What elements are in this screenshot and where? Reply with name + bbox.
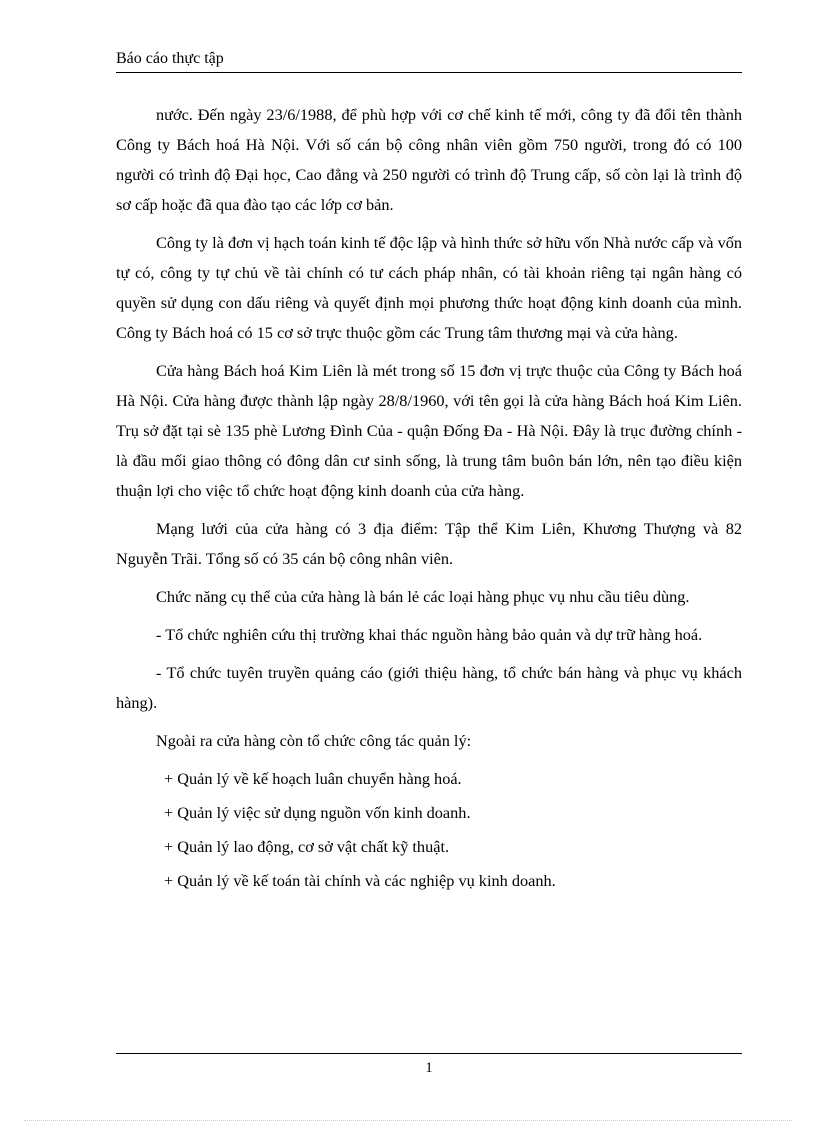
list-item: + Quản lý việc sử dụng nguồn vốn kinh doanh. — [164, 803, 471, 822]
list-item: + Quản lý về kế hoạch luân chuyển hàng hoá. — [164, 769, 462, 788]
list-item: + Quản lý về kế toán tài chính và các nghiệp vụ kinh doanh. — [164, 871, 556, 890]
page-number: 1 — [425, 1060, 433, 1076]
document-body — [116, 100, 742, 900]
header-title: Báo cáo thực tập — [116, 50, 224, 67]
paragraph-company-history: nước. Đến ngày 23/6/1988, để phù hợp với cơ chế kinh tế mới, công ty đã đổi tên thành Công ty Bách hoá Hà Nội. Với số cán bộ công nhân viên gồm 750 người, trong đó có 100 người có trình độ Đại học, Cao đẳng và 250 người có trình độ Trung cấp, số còn lại là trình độ sơ cấp hoặc đã qua đào tạo các lớp cơ bản. — [116, 105, 742, 214]
paragraph-store-network: Mạng lưới của cửa hàng có 3 địa điểm: Tập thể Kim Liên, Khương Thượng và 82 Nguyễn Trãi. Tổng số có 35 cán bộ công nhân viên. — [116, 519, 742, 568]
paragraph-company-status: Công ty là đơn vị hạch toán kinh tế độc lập và hình thức sở hữu vốn Nhà nước cấp và vốn tự có, công ty tự chủ về tài chính có tư cách pháp nhân, có tài khoản riêng tại ngân hàng có quyền sử dụng con dấu riêng và quyết định mọi phương thức hoạt động kinh doanh của mình. Công ty Bách hoá có 15 cơ sở trực thuộc gồm các Trung tâm thương mại và cửa hàng. — [116, 233, 742, 342]
page-edge-divider — [24, 1120, 792, 1121]
list-item: + Quản lý lao động, cơ sở vật chất kỹ thuật. — [164, 837, 450, 856]
paragraph-advertising: - Tổ chức tuyên truyền quảng cáo (giới thiệu hàng, tổ chức bán hàng và phục vụ khách hàng). — [116, 663, 742, 712]
paragraph-store-intro: Cửa hàng Bách hoá Kim Liên là mét trong số 15 đơn vị trực thuộc của Công ty Bách hoá Hà Nội. Cửa hàng được thành lập ngày 28/8/1960, với tên gọi là cửa hàng Bách hoá Kim Liên. Trụ sở đặt tại sè 135 phè Lương Đình Của - quận Đống Đa - Hà Nội. Đây là trục đường chính - là đầu mối giao thông có đông dân cư sinh sống, là trung tâm buôn bán lớn, nên tạo điều kiện thuận lợi cho việc tổ chức hoạt động kinh doanh của cửa hàng. — [116, 361, 742, 500]
page-header — [116, 48, 742, 73]
footer-divider — [116, 1053, 742, 1054]
paragraph-store-function: Chức năng cụ thể của cửa hàng là bán lẻ các loại hàng phục vụ nhu cầu tiêu dùng. — [156, 587, 690, 606]
paragraph-management-intro: Ngoài ra cửa hàng còn tổ chức công tác quản lý: — [156, 731, 472, 750]
paragraph-market-research: - Tổ chức nghiên cứu thị trường khai thác nguồn hàng bảo quản và dự trữ hàng hoá. — [156, 625, 703, 644]
